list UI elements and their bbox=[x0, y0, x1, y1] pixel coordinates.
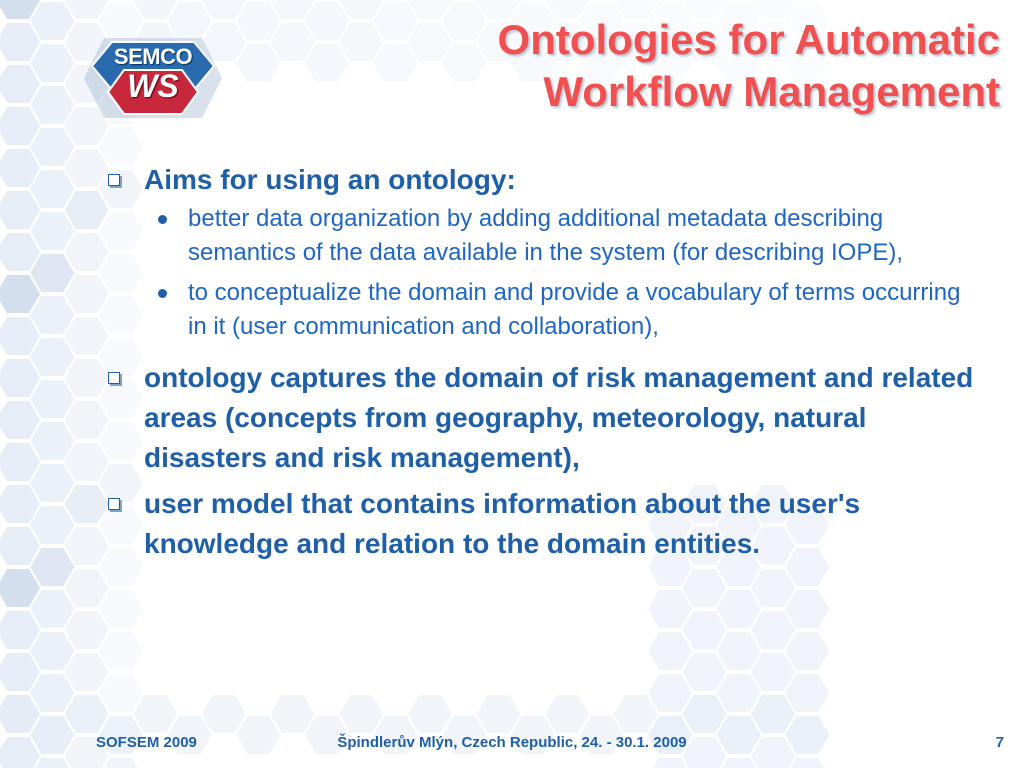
bullet-user-model bbox=[104, 484, 984, 564]
hexagon-tile bbox=[30, 380, 74, 418]
hexagon-tile bbox=[65, 569, 109, 607]
sub-bullet-conceptualize bbox=[148, 276, 984, 344]
hexagon-tile bbox=[65, 317, 109, 355]
hexagon-tile bbox=[30, 422, 74, 460]
hexagon-tile bbox=[0, 359, 40, 397]
hexagon-tile bbox=[65, 695, 109, 733]
hexagon-tile bbox=[30, 590, 74, 628]
title-line-1: Ontologies for Automatic bbox=[497, 16, 1000, 63]
hexagon-tile bbox=[751, 695, 795, 733]
hexagon-tile bbox=[30, 338, 74, 376]
hexagon-tile bbox=[682, 653, 726, 691]
hexagon-tile bbox=[30, 548, 74, 586]
bullet-text: ontology captures the domain of risk management and related areas (concepts from geography, meteorology, natural disasters and risk management), bbox=[144, 362, 974, 473]
hexagon-tile bbox=[30, 44, 74, 82]
bullet-text: user model that contains information about the user's knowledge and relation to the domain entities. bbox=[144, 488, 861, 559]
hexagon-tile bbox=[682, 611, 726, 649]
hexagon-tile bbox=[0, 527, 40, 565]
hexagon-tile bbox=[65, 191, 109, 229]
hexagon-tile bbox=[682, 695, 726, 733]
round-bullet-icon bbox=[158, 289, 167, 298]
hexagon-tile bbox=[0, 569, 40, 607]
footer-conference: SOFSEM 2009 bbox=[96, 734, 197, 751]
hexagon-tile bbox=[30, 632, 74, 670]
hexagon-tile bbox=[99, 674, 143, 712]
hexagon-tile bbox=[545, 695, 589, 733]
hexagon-tile bbox=[0, 317, 40, 355]
hexagon-tile bbox=[0, 443, 40, 481]
hexagon-tile bbox=[751, 611, 795, 649]
hexagon-tile bbox=[0, 23, 40, 61]
hexagon-tile bbox=[30, 464, 74, 502]
hexagon-tile bbox=[648, 590, 692, 628]
bullet-text: Aims for using an ontology: bbox=[144, 164, 516, 195]
hexagon-tile bbox=[785, 632, 829, 670]
round-bullet-icon bbox=[158, 215, 167, 224]
hexagon-tile bbox=[682, 569, 726, 607]
hexagon-tile bbox=[0, 65, 40, 103]
hexagon-tile bbox=[0, 233, 40, 271]
square-bullet-icon bbox=[108, 174, 120, 186]
slide-title bbox=[280, 14, 1000, 118]
hexagon-tile bbox=[30, 128, 74, 166]
hexagon-tile bbox=[30, 170, 74, 208]
slide-content bbox=[104, 160, 984, 564]
hexagon-tile bbox=[408, 695, 452, 733]
hexagon-tile bbox=[30, 212, 74, 250]
hexagon-tile bbox=[202, 695, 246, 733]
semco-ws-logo bbox=[82, 36, 224, 120]
hexagon-tile bbox=[0, 191, 40, 229]
hexagon-tile bbox=[339, 695, 383, 733]
hexagon-tile bbox=[0, 275, 40, 313]
hexagon-tile bbox=[65, 275, 109, 313]
hexagon-tile bbox=[168, 2, 212, 40]
hexagon-tile bbox=[0, 485, 40, 523]
hexagon-tile bbox=[65, 527, 109, 565]
hexagon-tile bbox=[30, 296, 74, 334]
hexagon-tile bbox=[785, 674, 829, 712]
hexagon-tile bbox=[0, 149, 40, 187]
sub-bullet-text: better data organization by adding additional metadata describing semantics of the data available in the system (for describing IOPE), bbox=[188, 205, 903, 266]
hexagon-tile bbox=[65, 611, 109, 649]
square-bullet-icon bbox=[108, 498, 120, 510]
sub-bullet-data-organization bbox=[148, 202, 984, 270]
slide-footer bbox=[0, 730, 1024, 756]
hexagon-tile bbox=[30, 86, 74, 124]
hexagon-tile bbox=[30, 506, 74, 544]
hexagon-tile bbox=[65, 149, 109, 187]
bullet-aims bbox=[104, 160, 984, 200]
hexagon-tile bbox=[65, 485, 109, 523]
hexagon-tile bbox=[717, 674, 761, 712]
hexagon-tile bbox=[271, 695, 315, 733]
hexagon-tile bbox=[236, 2, 280, 40]
hexagon-tile bbox=[65, 359, 109, 397]
hexagon-tile bbox=[717, 590, 761, 628]
hexagon-tile bbox=[648, 632, 692, 670]
sub-bullet-text: to conceptualize the domain and provide a vocabulary of terms occurring in it (user communication and collaboration), bbox=[188, 279, 961, 340]
hexagon-tile bbox=[30, 254, 74, 292]
hexagon-tile bbox=[236, 44, 280, 82]
hexagon-tile bbox=[99, 2, 143, 40]
hexagon-tile bbox=[751, 653, 795, 691]
hexagon-tile bbox=[65, 401, 109, 439]
hexagon-tile bbox=[0, 653, 40, 691]
hexagon-tile bbox=[614, 695, 658, 733]
footer-location-date: Špindlerův Mlýn, Czech Republic, 24. - 30.1. 2009 bbox=[337, 734, 687, 751]
hexagon-tile bbox=[30, 2, 74, 40]
hexagon-tile bbox=[476, 695, 520, 733]
hexagon-tile bbox=[133, 695, 177, 733]
hexagon-tile bbox=[99, 590, 143, 628]
hexagon-tile bbox=[65, 233, 109, 271]
hexagon-tile bbox=[99, 632, 143, 670]
hexagon-tile bbox=[0, 695, 40, 733]
slide-number: 7 bbox=[995, 734, 1004, 751]
hexagon-tile bbox=[751, 569, 795, 607]
hexagon-tile bbox=[65, 443, 109, 481]
title-line-2: Workflow Management bbox=[543, 68, 1000, 115]
hexagon-tile bbox=[0, 107, 40, 145]
hexagon-tile bbox=[0, 611, 40, 649]
hexagon-tile bbox=[0, 401, 40, 439]
hexagon-tile bbox=[648, 674, 692, 712]
hexagon-tile bbox=[65, 653, 109, 691]
logo-ws-text: WS bbox=[127, 68, 179, 104]
hexagon-tile bbox=[785, 590, 829, 628]
square-bullet-icon bbox=[108, 372, 120, 384]
logo-semco-text: SEMCO bbox=[113, 44, 193, 69]
hexagon-tile bbox=[30, 674, 74, 712]
hexagon-tile bbox=[717, 632, 761, 670]
bullet-ontology-domain bbox=[104, 358, 984, 478]
